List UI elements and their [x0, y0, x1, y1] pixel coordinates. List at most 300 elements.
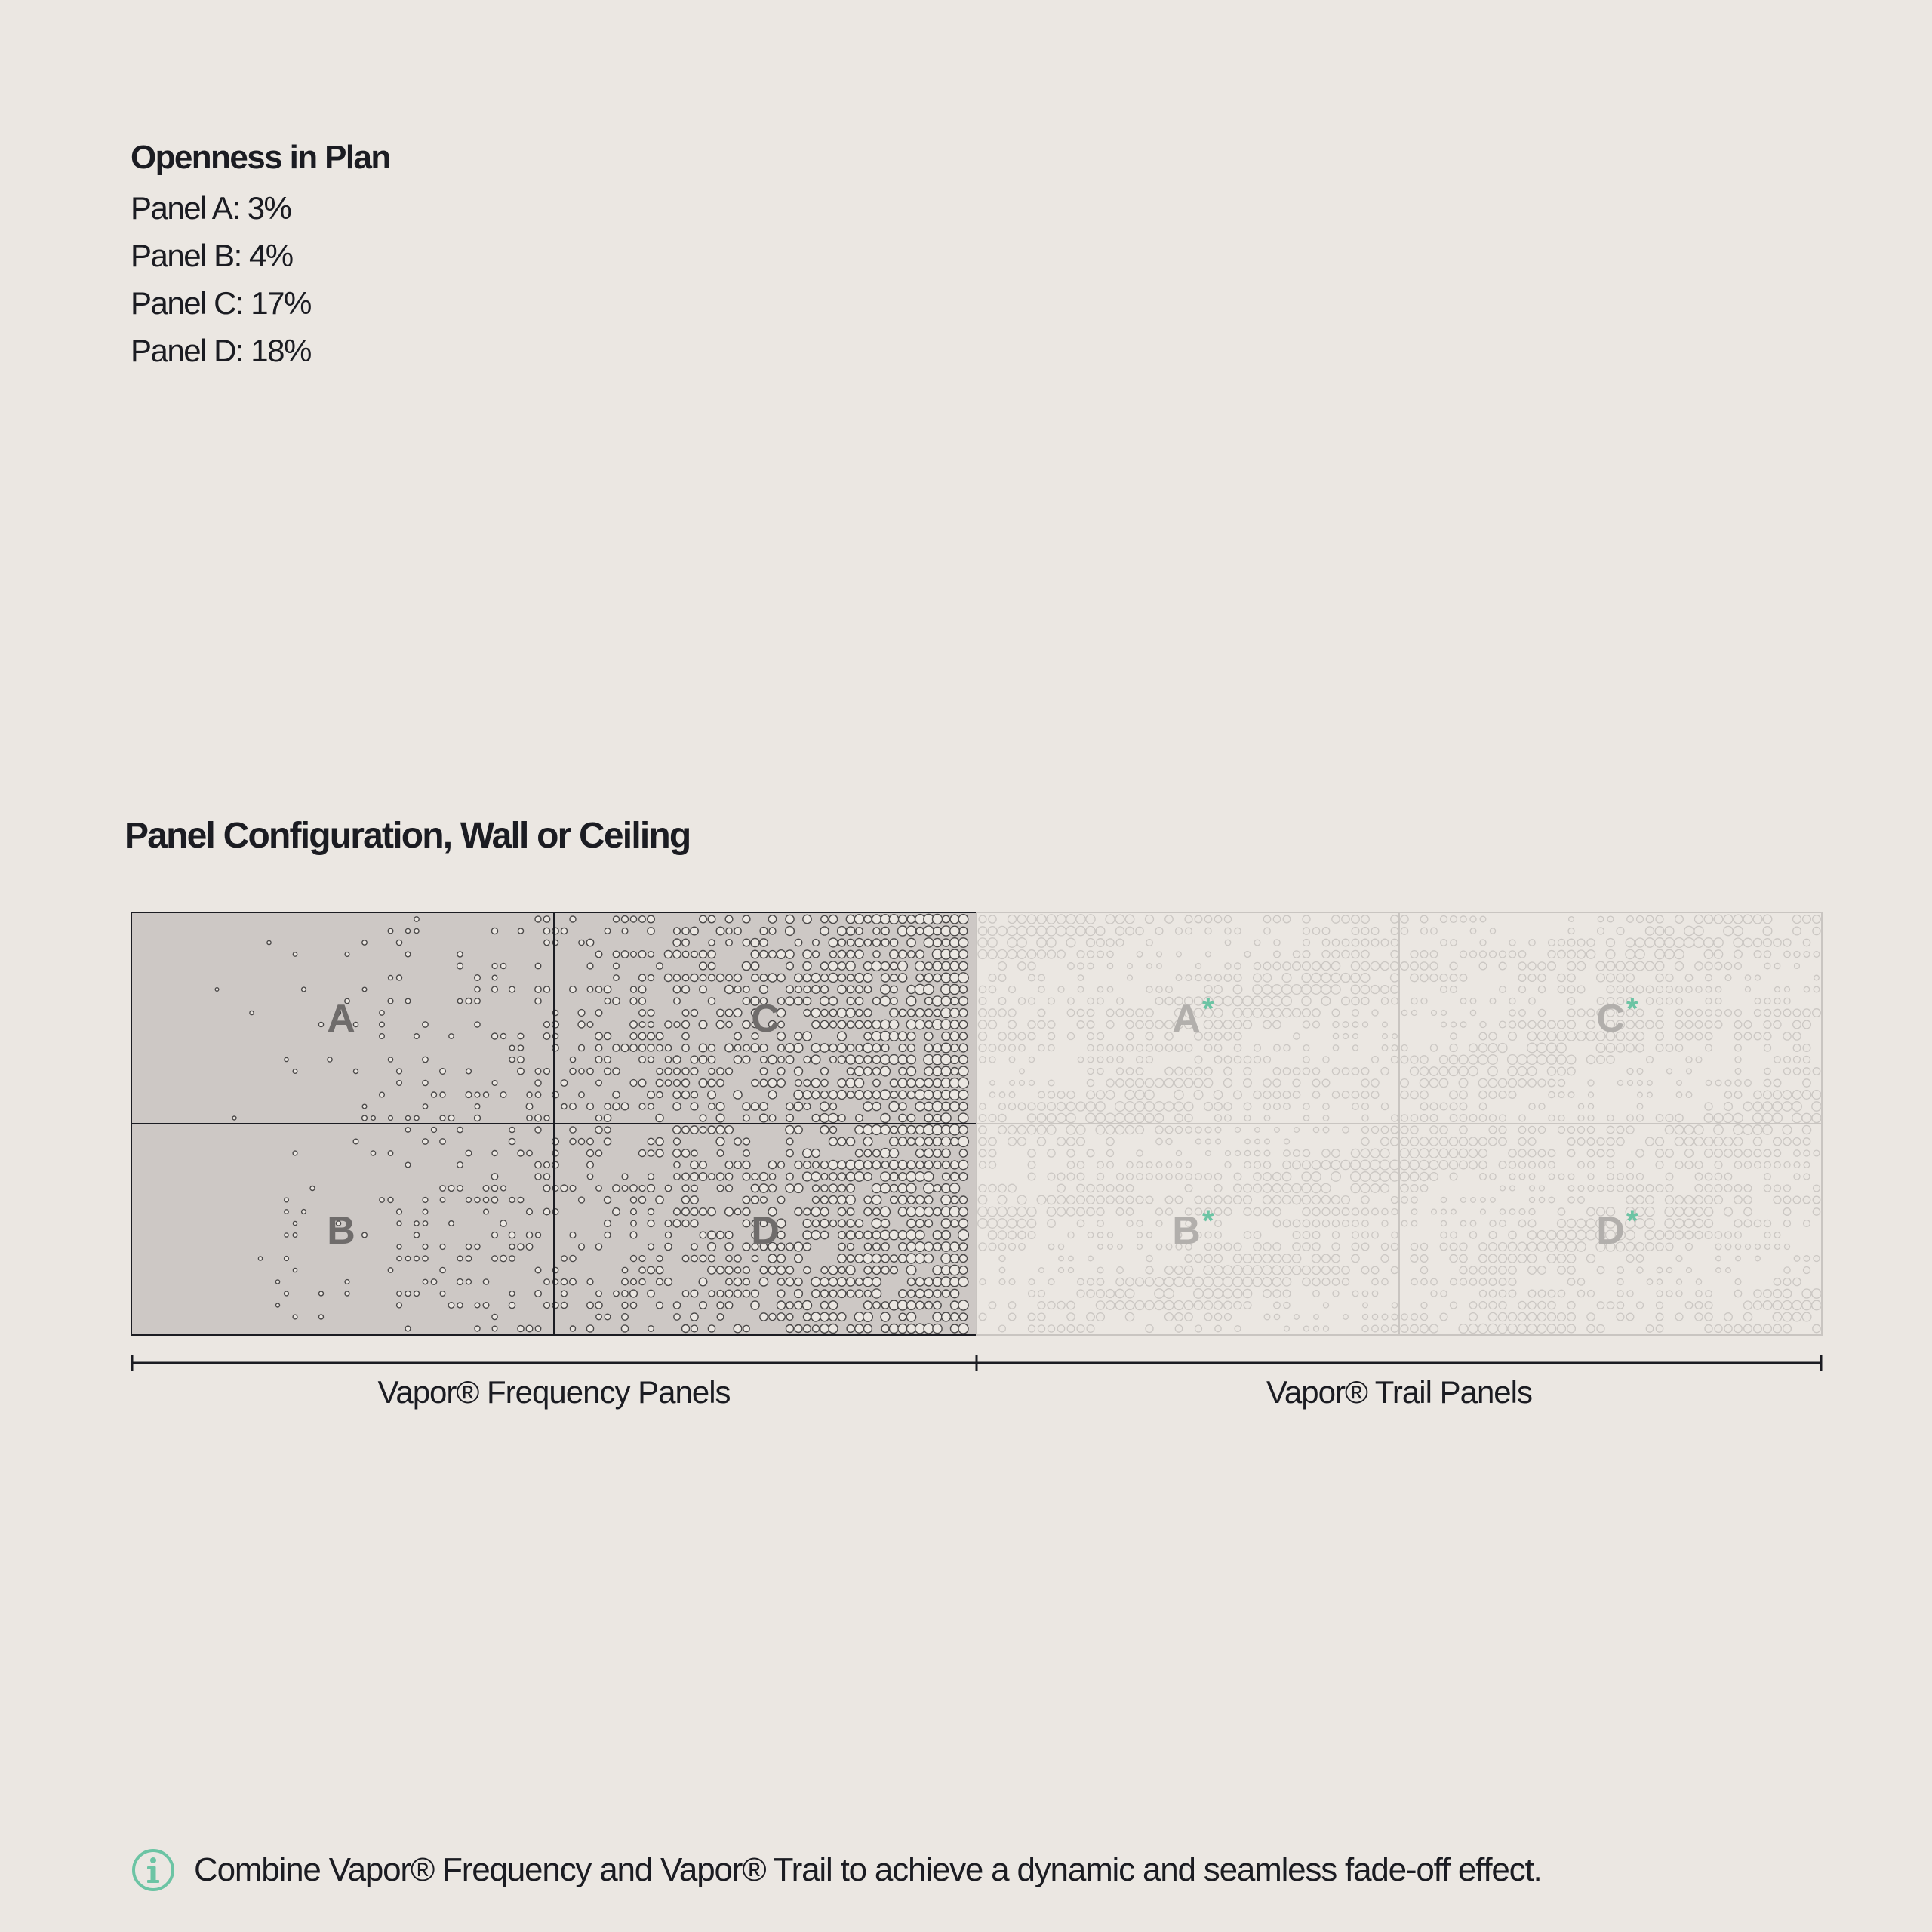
- perforation-hole: [829, 1196, 838, 1204]
- perforation-hole: [440, 1186, 445, 1191]
- perforation-hole: [811, 1044, 820, 1053]
- perforation-hole: [578, 1010, 585, 1017]
- perforation-hole: [648, 1266, 654, 1273]
- perforation-hole: [423, 1057, 428, 1062]
- perforation-hole: [536, 1232, 541, 1238]
- perforation-hole: [699, 1278, 707, 1286]
- perforation-hole: [846, 1278, 854, 1286]
- perforation-hole: [907, 1032, 915, 1041]
- perforation-hole: [759, 1184, 768, 1192]
- perforation-hole: [483, 1197, 488, 1202]
- perforation-hole: [596, 1314, 601, 1319]
- perforation-hole: [959, 1044, 968, 1052]
- perforation-hole: [881, 1090, 891, 1100]
- perforation-hole: [838, 1243, 845, 1250]
- perforation-hole: [743, 1020, 750, 1028]
- perforation-hole: [380, 1011, 384, 1015]
- perforation-hole: [941, 1137, 950, 1146]
- perforation-hole: [743, 1115, 750, 1121]
- perforation-hole: [855, 1290, 863, 1297]
- perforation-hole: [700, 1115, 706, 1121]
- perforation-hole: [708, 1243, 716, 1251]
- perforation-hole: [768, 915, 776, 923]
- perforation-hole: [959, 1243, 967, 1251]
- perforation-hole: [734, 1009, 742, 1017]
- perforation-hole: [898, 1300, 908, 1310]
- perforation-hole: [777, 1068, 785, 1075]
- perforation-hole: [527, 1209, 533, 1215]
- perforation-hole: [742, 961, 750, 970]
- perforation-hole: [475, 1022, 480, 1027]
- perforation-hole: [872, 915, 881, 924]
- perforation-hole: [674, 998, 681, 1004]
- perforation-hole: [786, 1278, 794, 1286]
- perforation-hole: [760, 1266, 768, 1274]
- perforation-hole: [518, 1197, 523, 1202]
- perforation-hole: [942, 1032, 950, 1040]
- perforation-hole: [786, 986, 794, 993]
- perforation-hole: [250, 1011, 254, 1014]
- perforation-hole: [595, 951, 602, 958]
- trail-marker-a: *: [1202, 992, 1214, 1026]
- perforation-hole: [846, 1055, 855, 1064]
- perforation-hole: [838, 1173, 845, 1180]
- perforation-hole: [959, 1313, 967, 1321]
- perforation-hole: [924, 938, 933, 947]
- perforation-hole: [864, 1032, 872, 1040]
- perforation-hole: [414, 917, 419, 921]
- perforation-hole: [682, 1079, 690, 1087]
- perforation-hole: [933, 1324, 942, 1333]
- openness-title: Openness in Plan: [131, 139, 390, 176]
- perforation-hole: [673, 939, 681, 946]
- perforation-hole: [614, 916, 620, 922]
- perforation-hole: [449, 1221, 454, 1226]
- perforation-hole: [838, 1290, 846, 1298]
- perforation-hole: [605, 1103, 611, 1109]
- perforation-hole: [586, 939, 593, 946]
- perforation-hole: [794, 1102, 803, 1111]
- perforation-hole: [864, 1161, 872, 1169]
- perforation-hole: [708, 915, 715, 923]
- perforation-hole: [847, 1208, 854, 1216]
- perforation-hole: [908, 1278, 915, 1286]
- perforation-hole: [561, 1291, 568, 1297]
- perforation-hole: [743, 1290, 749, 1297]
- perforation-hole: [285, 1291, 289, 1296]
- perforation-hole: [423, 1209, 428, 1214]
- perforation-hole: [881, 1312, 890, 1321]
- perforation-hole: [509, 1291, 515, 1297]
- perforation-hole: [950, 985, 960, 995]
- perforation-hole: [552, 1044, 559, 1051]
- perforation-hole: [648, 1220, 654, 1227]
- perforation-hole: [891, 1266, 898, 1274]
- perforation-hole: [915, 1020, 925, 1029]
- perforation-hole: [889, 1230, 899, 1240]
- perforation-hole: [924, 1183, 934, 1193]
- perforation-hole: [863, 1277, 872, 1286]
- perforation-hole: [881, 1149, 891, 1158]
- perforation-hole: [492, 1186, 498, 1192]
- perforation-hole: [492, 1081, 497, 1086]
- perforation-hole: [924, 1102, 934, 1111]
- perforation-hole: [907, 938, 915, 946]
- perforation-hole: [708, 1208, 715, 1215]
- perforation-hole: [457, 1256, 463, 1261]
- perforation-hole: [838, 1220, 846, 1227]
- perforation-hole: [414, 1034, 420, 1039]
- perforation-hole: [830, 1127, 837, 1134]
- perforation-hole: [847, 1044, 854, 1051]
- perforation-hole: [699, 1079, 707, 1088]
- perforation-hole: [457, 1279, 463, 1285]
- perforation-hole: [700, 1255, 706, 1262]
- perforation-hole: [958, 1066, 968, 1076]
- perforation-hole: [734, 1267, 740, 1273]
- perforation-hole: [924, 1172, 934, 1182]
- perforation-hole: [856, 986, 863, 993]
- perforation-hole: [777, 1079, 786, 1088]
- perforation-hole: [854, 1078, 863, 1088]
- perforation-hole: [405, 1115, 410, 1120]
- perforation-hole: [665, 1232, 671, 1238]
- perforation-hole: [804, 1313, 811, 1321]
- perforation-hole: [899, 1114, 906, 1121]
- perforation-hole: [734, 1138, 741, 1145]
- perforation-hole: [691, 1161, 698, 1168]
- perforation-hole: [752, 1196, 759, 1204]
- configuration-title: Panel Configuration, Wall or Ceiling: [125, 816, 691, 856]
- perforation-hole: [821, 1009, 828, 1016]
- perforation-hole: [631, 1279, 637, 1285]
- perforation-hole: [682, 974, 688, 980]
- perforation-hole: [743, 1267, 750, 1274]
- perforation-hole: [872, 1183, 881, 1192]
- perforation-hole: [518, 1045, 523, 1051]
- perforation-hole: [276, 1303, 280, 1307]
- perforation-hole: [501, 1034, 506, 1039]
- perforation-hole: [570, 1186, 576, 1192]
- perforation-hole: [915, 961, 925, 971]
- perforation-hole: [941, 1254, 951, 1263]
- perforation-hole: [933, 1312, 942, 1321]
- perforation-hole: [267, 940, 271, 944]
- perforation-hole: [570, 1103, 577, 1110]
- perforation-hole: [725, 1266, 733, 1274]
- perforation-hole: [777, 1278, 784, 1285]
- perforation-hole: [942, 961, 950, 970]
- perforation-hole: [397, 1256, 401, 1260]
- perforation-hole: [673, 986, 681, 993]
- perforation-hole: [855, 1091, 864, 1100]
- perforation-hole: [389, 976, 393, 980]
- perforation-hole: [872, 1044, 881, 1052]
- perforation-hole: [916, 1161, 924, 1168]
- perforation-hole: [838, 1313, 846, 1321]
- perforation-hole: [863, 1137, 872, 1146]
- perforation-hole: [484, 1092, 489, 1097]
- perforation-hole: [596, 1080, 602, 1086]
- perforation-hole: [700, 974, 706, 981]
- perforation-hole: [639, 1197, 646, 1204]
- perforation-hole: [958, 1137, 969, 1147]
- perforation-hole: [924, 1161, 933, 1169]
- perforation-hole: [951, 1044, 958, 1052]
- perforation-hole: [285, 1210, 288, 1214]
- perforation-hole: [673, 1103, 681, 1110]
- perforation-hole: [760, 1114, 768, 1122]
- perforation-hole: [830, 1021, 837, 1028]
- perforation-hole: [405, 1291, 411, 1296]
- perforation-hole: [752, 974, 758, 981]
- perforation-hole: [898, 1125, 907, 1134]
- perforation-hole: [543, 1185, 550, 1192]
- perforation-hole: [639, 1022, 645, 1028]
- perforation-hole: [795, 1126, 802, 1134]
- perforation-hole: [864, 1067, 872, 1075]
- perforation-hole: [605, 1232, 611, 1238]
- perforation-hole: [570, 1068, 576, 1074]
- perforation-hole: [448, 1115, 454, 1121]
- perforation-hole: [397, 1221, 401, 1226]
- perforation-hole: [587, 1103, 594, 1110]
- perforation-hole: [881, 1125, 890, 1134]
- perforation-hole: [656, 1032, 663, 1040]
- perforation-hole: [950, 1242, 959, 1251]
- perforation-hole: [925, 1009, 933, 1017]
- trail-marker-b: *: [1202, 1204, 1214, 1238]
- perforation-hole: [881, 1172, 890, 1181]
- perforation-hole: [830, 1103, 837, 1110]
- perforation-hole: [777, 974, 785, 981]
- perforation-hole: [795, 1032, 802, 1040]
- perforation-hole: [544, 940, 549, 945]
- perforation-hole: [285, 1057, 288, 1061]
- perforation-hole: [648, 1290, 654, 1297]
- perforation-hole: [388, 1198, 393, 1203]
- perforation-hole: [811, 1008, 820, 1017]
- perforation-hole: [492, 1232, 498, 1238]
- perforation-hole: [820, 1312, 829, 1321]
- perforation-hole: [587, 1174, 592, 1179]
- perforation-hole: [527, 1115, 532, 1121]
- perforation-hole: [709, 1103, 715, 1110]
- perforation-hole: [951, 1313, 959, 1321]
- frequency-label-a: A: [327, 997, 355, 1041]
- perforation-hole: [353, 1139, 358, 1144]
- perforation-hole: [906, 926, 916, 936]
- perforation-hole: [691, 1290, 698, 1297]
- perforation-hole: [934, 974, 941, 981]
- perforation-hole: [466, 998, 472, 1004]
- perforation-hole: [700, 1302, 707, 1309]
- perforation-hole: [648, 1138, 654, 1145]
- frequency-caption: Vapor® Frequency Panels: [377, 1374, 731, 1410]
- perforation-hole: [631, 1256, 637, 1262]
- perforation-hole: [881, 962, 890, 971]
- perforation-hole: [925, 1021, 933, 1029]
- perforation-hole: [622, 1303, 628, 1309]
- perforation-hole: [891, 1255, 897, 1262]
- perforation-hole: [380, 1198, 384, 1202]
- perforation-hole: [934, 927, 942, 935]
- perforation-hole: [873, 1079, 880, 1086]
- perforation-hole: [951, 1196, 958, 1204]
- perforation-hole: [881, 927, 889, 934]
- perforation-hole: [725, 986, 734, 994]
- perforation-hole: [614, 975, 619, 980]
- perforation-hole: [397, 1291, 401, 1296]
- perforation-hole: [951, 1324, 959, 1333]
- perforation-hole: [440, 1115, 445, 1121]
- perforation-hole: [916, 1220, 924, 1228]
- perforation-hole: [778, 1044, 785, 1051]
- perforation-hole: [657, 1092, 663, 1098]
- perforation-hole: [631, 986, 637, 992]
- perforation-hole: [855, 950, 863, 958]
- perforation-hole: [934, 1044, 942, 1052]
- perforation-hole: [829, 1301, 837, 1309]
- perforation-hole: [345, 1291, 349, 1296]
- perforation-hole: [674, 1068, 681, 1075]
- perforation-hole: [682, 1220, 689, 1226]
- perforation-hole: [397, 1081, 402, 1086]
- perforation-hole: [795, 1290, 803, 1298]
- openness-item-a: Panel A: 3%: [131, 190, 291, 226]
- perforation-hole: [509, 1057, 515, 1062]
- perforation-hole: [725, 1126, 734, 1134]
- perforation-hole: [795, 1301, 802, 1309]
- perforation-hole: [950, 926, 960, 936]
- perforation-hole: [613, 1044, 620, 1051]
- perforation-hole: [915, 1254, 925, 1263]
- perforation-hole: [960, 1255, 968, 1263]
- perforation-hole: [890, 950, 899, 959]
- perforation-hole: [743, 1044, 750, 1051]
- perforation-hole: [916, 974, 924, 982]
- perforation-hole: [639, 1150, 646, 1157]
- perforation-hole: [829, 1266, 838, 1275]
- perforation-hole: [605, 1197, 611, 1204]
- perforation-hole: [907, 986, 915, 994]
- perforation-hole: [614, 963, 620, 969]
- perforation-hole: [457, 998, 462, 1003]
- perforation-hole: [916, 1301, 924, 1309]
- perforation-hole: [638, 986, 646, 993]
- perforation-hole: [803, 950, 811, 958]
- perforation-hole: [717, 1185, 724, 1192]
- perforation-hole: [682, 928, 689, 934]
- perforation-hole: [725, 1302, 732, 1309]
- perforation-hole: [622, 928, 628, 934]
- perforation-hole: [924, 1114, 933, 1122]
- perforation-hole: [665, 1068, 672, 1075]
- perforation-hole: [925, 998, 933, 1005]
- perforation-hole: [535, 963, 540, 968]
- perforation-hole: [838, 1232, 846, 1239]
- perforation-hole: [864, 1324, 872, 1333]
- perforation-hole: [838, 1254, 846, 1263]
- perforation-hole: [604, 1138, 611, 1145]
- perforation-hole: [820, 927, 829, 935]
- perforation-hole: [864, 1091, 872, 1099]
- perforation-hole: [760, 1068, 767, 1075]
- perforation-hole: [509, 1045, 515, 1051]
- perforation-hole: [856, 1044, 863, 1051]
- perforation-hole: [648, 1032, 655, 1040]
- perforation-hole: [691, 1103, 698, 1110]
- perforation-hole: [943, 1290, 950, 1297]
- perforation-hole: [759, 1278, 768, 1286]
- perforation-hole: [838, 1079, 846, 1088]
- perforation-hole: [535, 1092, 540, 1097]
- perforation-hole: [440, 1267, 445, 1272]
- perforation-hole: [604, 1032, 611, 1039]
- perforation-hole: [881, 985, 890, 994]
- perforation-hole: [838, 1278, 847, 1287]
- perforation-hole: [621, 1044, 629, 1052]
- perforation-hole: [890, 1184, 897, 1192]
- perforation-hole: [639, 1267, 645, 1273]
- perforation-hole: [613, 951, 620, 958]
- perforation-hole: [466, 1244, 471, 1249]
- perforation-hole: [854, 1066, 863, 1075]
- perforation-hole: [708, 962, 715, 969]
- perforation-hole: [725, 1208, 734, 1216]
- perforation-hole: [717, 1009, 724, 1016]
- perforation-hole: [630, 916, 636, 922]
- perforation-hole: [362, 1104, 367, 1109]
- perforation-hole: [856, 928, 863, 934]
- perforation-hole: [674, 1314, 680, 1320]
- perforation-hole: [768, 1254, 777, 1263]
- perforation-hole: [622, 1291, 628, 1297]
- perforation-hole: [526, 1325, 533, 1332]
- perforation-hole: [829, 1278, 837, 1286]
- perforation-hole: [509, 1244, 515, 1250]
- perforation-hole: [942, 1149, 950, 1157]
- perforation-hole: [890, 1137, 899, 1146]
- perforation-hole: [579, 1092, 584, 1097]
- perforation-hole: [847, 1068, 854, 1075]
- perforation-hole: [855, 1125, 863, 1134]
- perforation-hole: [700, 962, 707, 970]
- perforation-hole: [864, 1149, 872, 1157]
- footer-text: Combine Vapor® Frequency and Vapor® Trail to achieve a dynamic and seamless fade-off effect.: [194, 1851, 1542, 1888]
- perforation-hole: [656, 1137, 663, 1145]
- perforation-hole: [518, 1068, 525, 1075]
- perforation-hole: [872, 1266, 881, 1275]
- perforation-hole: [881, 1207, 891, 1217]
- perforation-hole: [821, 1196, 829, 1204]
- perforation-hole: [777, 1290, 785, 1297]
- perforation-hole: [795, 1278, 802, 1285]
- perforation-hole: [881, 1055, 890, 1064]
- perforation-hole: [941, 1066, 951, 1076]
- perforation-hole: [803, 915, 811, 923]
- perforation-hole: [760, 1103, 768, 1111]
- perforation-hole: [613, 998, 620, 1004]
- perforation-hole: [423, 1139, 428, 1144]
- perforation-hole: [587, 1068, 593, 1074]
- perforation-hole: [631, 1220, 637, 1226]
- perforation-hole: [830, 1220, 837, 1227]
- perforation-hole: [830, 951, 837, 958]
- perforation-hole: [293, 1233, 297, 1238]
- perforation-hole: [423, 1080, 428, 1085]
- perforation-hole: [734, 1208, 740, 1214]
